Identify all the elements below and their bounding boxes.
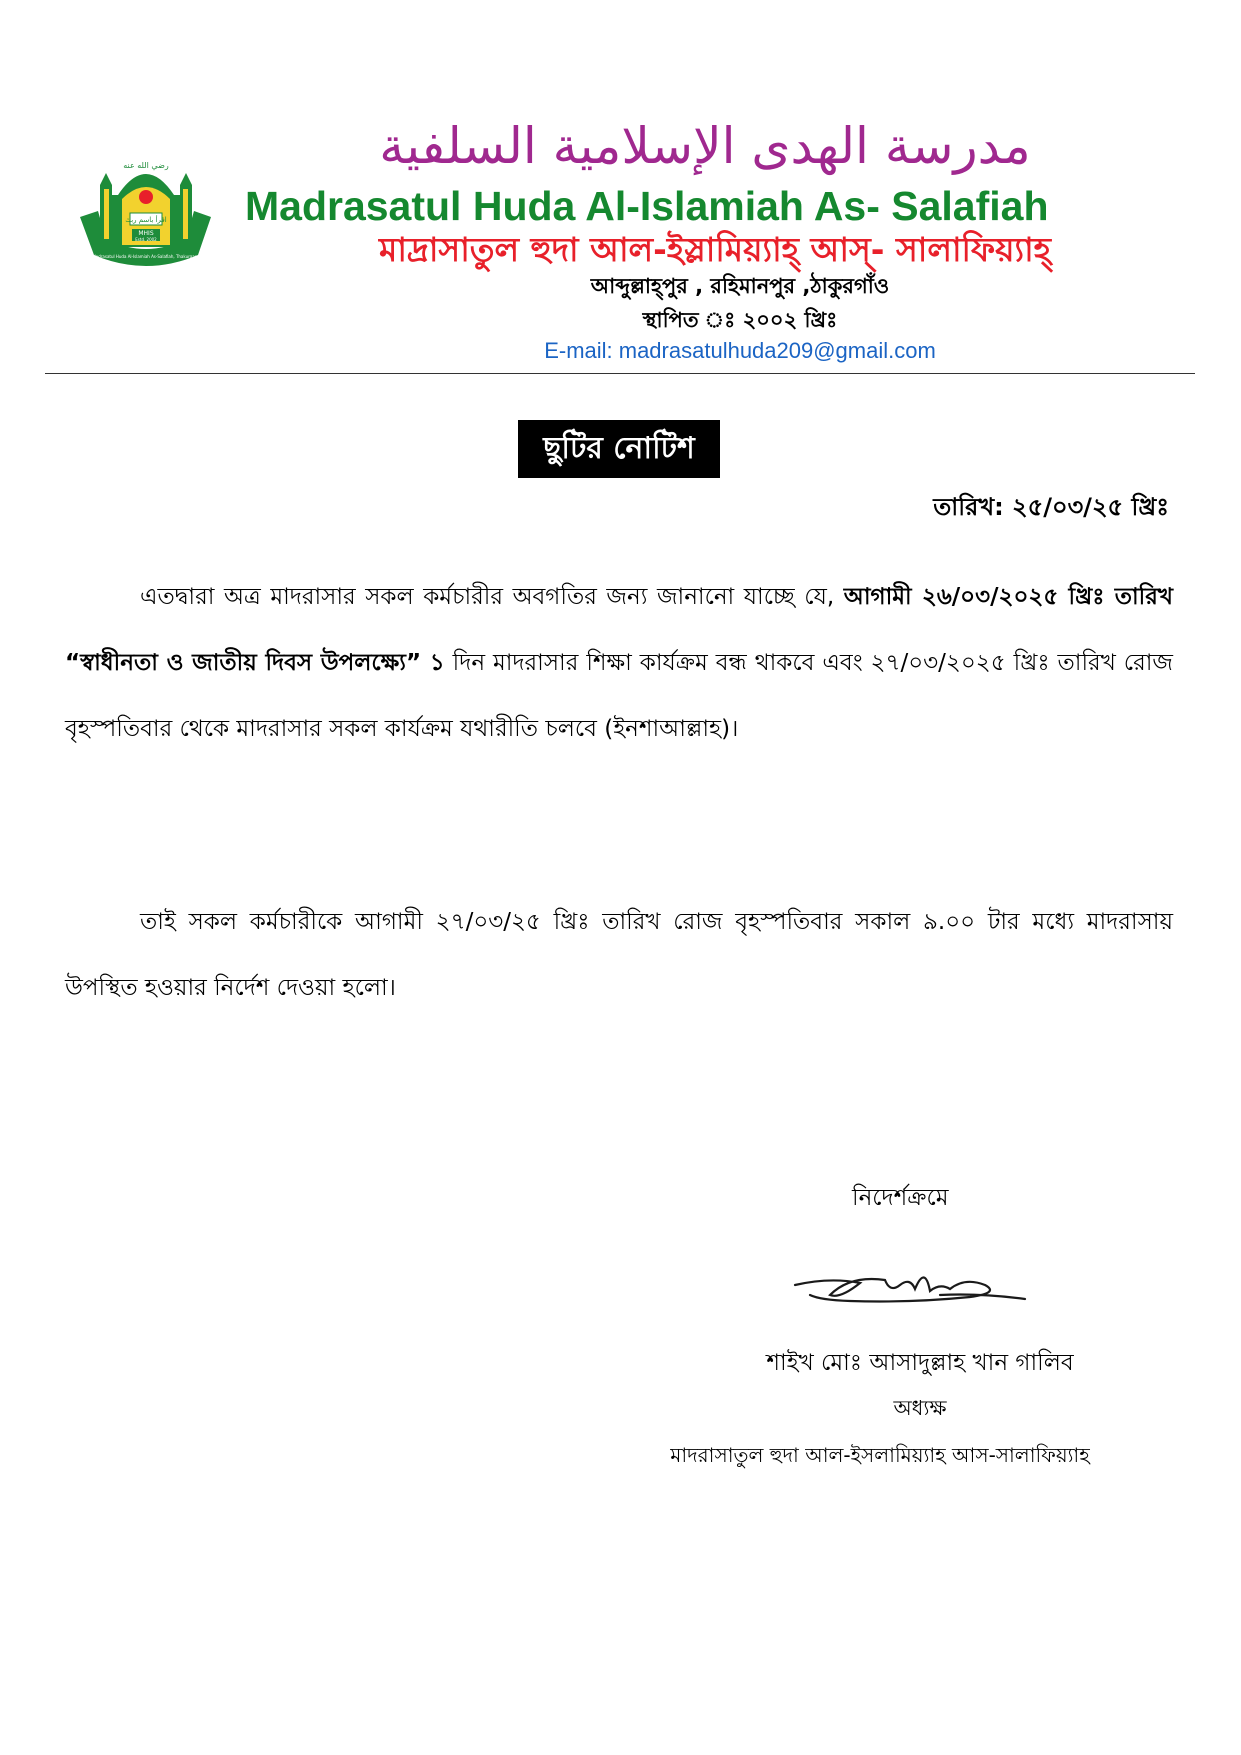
header-divider bbox=[45, 373, 1195, 374]
notice-date: তারিখ: ২৫/০৩/২৫ খ্রিঃ bbox=[933, 493, 1169, 521]
notice-paragraph-1 bbox=[65, 564, 1173, 762]
p1-rest: দিন মাদরাসার শিক্ষা কার্যক্রম বন্ধ থাকবে এবং ২৭/০৩/২০২৫ খ্রিঃ তারিখ রোজ বৃহস্পতিবার থেকে মাদরাসার সকল কার্যক্রম যথারীতি চলবে (ইনশাআল্লাহ)। bbox=[65, 650, 1173, 742]
by-order-label: নিদের্শক্রমে bbox=[852, 1185, 949, 1211]
email-link[interactable]: E-mail: madrasatulhuda209@gmail.com bbox=[544, 338, 936, 363]
bengali-name: মাদ্রাসাতুল হুদা আল-ইস্লামিয়্যাহ্ আস্- সালাফিয়্যাহ্ bbox=[379, 230, 1051, 269]
logo-abbr: MHIS bbox=[138, 230, 154, 237]
p1-intro: এতদ্বারা অত্র মাদরাসার সকল কর্মচারীর অবগতির জন্য জানানো যাচ্ছে যে, bbox=[140, 584, 844, 610]
notice-paragraph-2: তাই সকল কর্মচারীকে আগামী ২৭/০৩/২৫ খ্রিঃ তারিখ রোজ বৃহস্পতিবার সকাল ৯.০০ টার মধ্যে মাদরাসায় উপস্থিত হওয়ার নির্দেশ দেওয়া হলো। bbox=[65, 909, 1173, 1001]
signatory-name: শাইখ মোঃ আসাদুল্লাহ খান গালিব bbox=[766, 1350, 1074, 1376]
logo-estd: Estd. 2002 bbox=[135, 237, 157, 242]
madrasa-logo bbox=[78, 155, 213, 273]
arabic-name: مدرسة الهدى الإسلامية السلفية bbox=[379, 117, 1031, 175]
p1-highlight: আগামী ২৬/০৩/২০২৫ খ্রিঃ তারিখ “স্বাধীনতা ও জাতীয় দিবস উপলক্ষ্যে” ১ bbox=[65, 584, 1173, 676]
signatory-designation: অধ্যক্ষ bbox=[893, 1396, 947, 1420]
logo-top-text: رضي الله عنه bbox=[123, 161, 169, 170]
logo-center-text: اقرأ باسم ربك bbox=[125, 216, 167, 224]
english-name: Madrasatul Huda Al-Islamiah As- Salafiah bbox=[245, 183, 1049, 229]
handwritten-signature bbox=[790, 1255, 1030, 1315]
logo-ribbon-text: Madrasatul Huda Al-Islamiah As-Salafiah, Thakurgaon bbox=[92, 254, 200, 259]
notice-title: ছুটির নোটিশ bbox=[518, 420, 720, 478]
address: আব্দুল্লাহ্পুর , রহিমানপুর ,ঠাকুরগাঁও bbox=[590, 274, 890, 298]
signatory-organization: মাদরাসাতুল হুদা আল-ইসলামিয়্যাহ আস-সালাফিয়্যাহ bbox=[670, 1443, 1090, 1467]
established: স্থাপিত ঃ ২০০২ খ্রিঃ bbox=[642, 308, 838, 332]
